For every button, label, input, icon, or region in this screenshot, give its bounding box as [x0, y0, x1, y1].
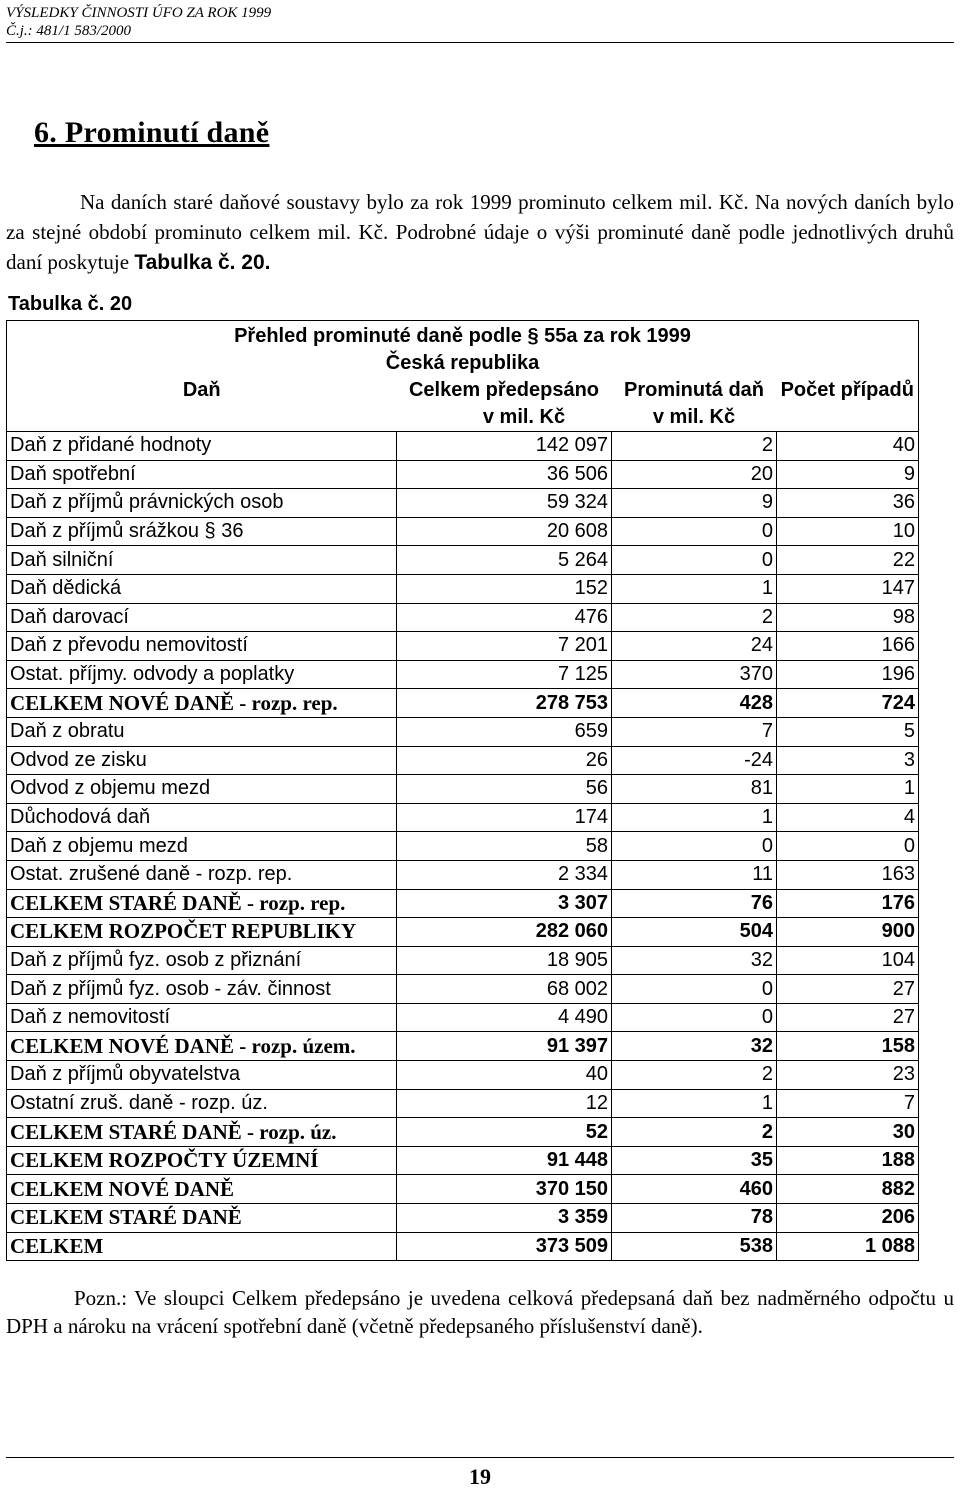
intro-text: Na daních staré daňové soustavy bylo za rok 1999 prominuto celkem mil. Kč. Na nových daních bylo za stejné období prominuto celkem mil. Kč. Podrobné údaje o výši prominuté daně podle jednotlivých druhů daní poskytuje	[6, 190, 954, 274]
cell-prescribed: 152	[397, 574, 612, 603]
table-title-cell	[7, 321, 919, 378]
cell-prescribed: 56	[397, 775, 612, 804]
cell-tax-name: Ostat. příjmy. odvody a poplatky	[7, 660, 397, 689]
cell-cases: 30	[777, 1118, 919, 1147]
column-header-cases: Počet případů	[777, 377, 919, 432]
cell-cases: 5	[777, 717, 919, 746]
table-title: Přehled prominuté daně podle § 55a za rok 1999	[234, 325, 691, 347]
table-row	[7, 1146, 919, 1175]
cell-waived: 32	[612, 946, 777, 975]
cell-waived: 2	[612, 1061, 777, 1090]
table-row	[7, 1232, 919, 1261]
cell-waived: 538	[612, 1232, 777, 1261]
cell-waived: 20	[612, 460, 777, 489]
table-row	[7, 432, 919, 461]
cell-prescribed: 7 201	[397, 632, 612, 661]
cell-waived: 81	[612, 775, 777, 804]
page-number: 19	[469, 1464, 491, 1489]
cell-waived: 32	[612, 1032, 777, 1061]
table-row	[7, 918, 919, 947]
cell-cases: 4	[777, 803, 919, 832]
cell-prescribed: 7 125	[397, 660, 612, 689]
table-row	[7, 803, 919, 832]
cell-waived: 1	[612, 803, 777, 832]
cell-waived: 2	[612, 1118, 777, 1147]
table-row	[7, 946, 919, 975]
footer-divider	[6, 1457, 954, 1458]
cell-prescribed: 278 753	[397, 689, 612, 718]
cell-prescribed: 18 905	[397, 946, 612, 975]
cell-tax-name: CELKEM	[7, 1232, 397, 1261]
cell-cases: 10	[777, 517, 919, 546]
cell-tax-name: Daň z příjmů právnických osob	[7, 489, 397, 518]
table-row	[7, 1061, 919, 1090]
cell-tax-name: Odvod z objemu mezd	[7, 775, 397, 804]
table-row	[7, 632, 919, 661]
cell-waived: 11	[612, 860, 777, 889]
cell-prescribed: 3 307	[397, 889, 612, 918]
cell-tax-name: CELKEM STARÉ DANĚ - rozp. úz.	[7, 1118, 397, 1147]
table-row	[7, 660, 919, 689]
cell-tax-name: CELKEM STARÉ DANĚ - rozp. rep.	[7, 889, 397, 918]
cell-cases: 0	[777, 832, 919, 861]
table-row	[7, 1032, 919, 1061]
cell-cases: 22	[777, 546, 919, 575]
cell-cases: 882	[777, 1175, 919, 1204]
waived-tax-table	[6, 320, 919, 1261]
cell-waived: 24	[612, 632, 777, 661]
column-header-waived	[612, 377, 777, 432]
cell-cases: 188	[777, 1146, 919, 1175]
cell-cases: 196	[777, 660, 919, 689]
cell-cases: 166	[777, 632, 919, 661]
cell-waived: 370	[612, 660, 777, 689]
cell-prescribed: 59 324	[397, 489, 612, 518]
cell-cases: 27	[777, 1003, 919, 1032]
cell-tax-name: Daň z příjmů fyz. osob - záv. činnost	[7, 975, 397, 1004]
cell-prescribed: 476	[397, 603, 612, 632]
table-title-row	[7, 321, 919, 378]
cell-waived: 460	[612, 1175, 777, 1204]
cell-waived: 0	[612, 546, 777, 575]
cell-prescribed: 3 359	[397, 1204, 612, 1233]
column-header-prescribed	[397, 377, 612, 432]
table-row	[7, 460, 919, 489]
document-header	[6, 4, 954, 43]
table-row	[7, 574, 919, 603]
column-header-tax: Daň	[7, 377, 397, 432]
table-row	[7, 1118, 919, 1147]
table-row	[7, 832, 919, 861]
cell-waived: 2	[612, 603, 777, 632]
cell-prescribed: 373 509	[397, 1232, 612, 1261]
cell-tax-name: Důchodová daň	[7, 803, 397, 832]
cell-cases: 23	[777, 1061, 919, 1090]
cell-prescribed: 12	[397, 1089, 612, 1118]
table-row	[7, 775, 919, 804]
table-header-row	[7, 377, 919, 432]
table-row	[7, 489, 919, 518]
table-body	[7, 321, 919, 1261]
cell-cases: 36	[777, 489, 919, 518]
table-row	[7, 717, 919, 746]
cell-cases: 9	[777, 460, 919, 489]
cell-waived: 428	[612, 689, 777, 718]
cell-tax-name: Daň z převodu nemovitostí	[7, 632, 397, 661]
table-row	[7, 603, 919, 632]
cell-waived: 0	[612, 517, 777, 546]
column-header-waived-label: Prominutá daň	[623, 379, 764, 401]
cell-prescribed: 174	[397, 803, 612, 832]
cell-prescribed: 40	[397, 1061, 612, 1090]
cell-waived: 1	[612, 1089, 777, 1118]
section-title: 6. Prominutí daně	[34, 116, 270, 149]
header-title: VÝSLEDKY ČINNOSTI ÚFO ZA ROK 1999	[6, 5, 272, 21]
cell-tax-name: Daň z příjmů obyvatelstva	[7, 1061, 397, 1090]
table-row	[7, 860, 919, 889]
column-header-prescribed-label: Celkem předepsáno	[408, 379, 600, 401]
cell-prescribed: 20 608	[397, 517, 612, 546]
cell-tax-name: Daň spotřební	[7, 460, 397, 489]
cell-tax-name: Daň dědická	[7, 574, 397, 603]
cell-tax-name: CELKEM NOVÉ DANĚ	[7, 1175, 397, 1204]
cell-waived: 0	[612, 832, 777, 861]
cell-cases: 27	[777, 975, 919, 1004]
cell-tax-name: Daň darovací	[7, 603, 397, 632]
cell-tax-name: Daň z příjmů fyz. osob z přiznání	[7, 946, 397, 975]
cell-tax-name: Odvod ze zisku	[7, 746, 397, 775]
cell-waived: 0	[612, 1003, 777, 1032]
cell-cases: 1	[777, 775, 919, 804]
header-reference: Č.j.: 481/1 583/2000	[6, 23, 132, 39]
cell-tax-name: Daň z objemu mezd	[7, 832, 397, 861]
cell-cases: 176	[777, 889, 919, 918]
cell-tax-name: Daň silniční	[7, 546, 397, 575]
cell-cases: 206	[777, 1204, 919, 1233]
cell-prescribed: 282 060	[397, 918, 612, 947]
footnote-text: Pozn.: Ve sloupci Celkem předepsáno je uvedena celková předepsaná daň bez nadměrného odpočtu u DPH a nároku na vrácení spotřební daně (včetně předepsaného příslušenství daně).	[6, 1286, 954, 1338]
cell-tax-name: CELKEM ROZPOČET REPUBLIKY	[7, 918, 397, 947]
cell-cases: 104	[777, 946, 919, 975]
cell-waived: 7	[612, 717, 777, 746]
cell-tax-name: CELKEM STARÉ DANĚ	[7, 1204, 397, 1233]
cell-waived: 1	[612, 574, 777, 603]
cell-prescribed: 91 448	[397, 1146, 612, 1175]
cell-tax-name: Ostatní zruš. daně - rozp. úz.	[7, 1089, 397, 1118]
cell-prescribed: 142 097	[397, 432, 612, 461]
cell-tax-name: Daň z příjmů srážkou § 36	[7, 517, 397, 546]
cell-cases: 98	[777, 603, 919, 632]
cell-prescribed: 91 397	[397, 1032, 612, 1061]
cell-cases: 163	[777, 860, 919, 889]
table-row	[7, 1175, 919, 1204]
cell-tax-name: CELKEM ROZPOČTY ÚZEMNÍ	[7, 1146, 397, 1175]
table-row	[7, 689, 919, 718]
cell-waived: 78	[612, 1204, 777, 1233]
cell-prescribed: 370 150	[397, 1175, 612, 1204]
table-row	[7, 1089, 919, 1118]
cell-tax-name: Ostat. zrušené daně - rozp. rep.	[7, 860, 397, 889]
cell-waived: 76	[612, 889, 777, 918]
table-row	[7, 746, 919, 775]
cell-waived: 0	[612, 975, 777, 1004]
cell-prescribed: 58	[397, 832, 612, 861]
intro-paragraph	[6, 187, 954, 278]
cell-prescribed: 659	[397, 717, 612, 746]
cell-cases: 724	[777, 689, 919, 718]
cell-waived: 504	[612, 918, 777, 947]
cell-prescribed: 26	[397, 746, 612, 775]
cell-cases: 40	[777, 432, 919, 461]
column-header-prescribed-unit: v mil. Kč	[482, 406, 566, 428]
table-row	[7, 975, 919, 1004]
cell-waived: 2	[612, 432, 777, 461]
cell-waived: 35	[612, 1146, 777, 1175]
column-header-waived-unit: v mil. Kč	[652, 406, 736, 428]
intro-table-reference: Tabulka č. 20.	[134, 251, 271, 274]
table-row	[7, 546, 919, 575]
cell-tax-name: CELKEM NOVÉ DANĚ - rozp. rep.	[7, 689, 397, 718]
cell-cases: 1 088	[777, 1232, 919, 1261]
footnote	[6, 1284, 954, 1340]
cell-prescribed: 4 490	[397, 1003, 612, 1032]
table-subtitle: Česká republika	[385, 352, 540, 374]
cell-cases: 3	[777, 746, 919, 775]
table-row	[7, 1204, 919, 1233]
cell-waived: 9	[612, 489, 777, 518]
table-label: Tabulka č. 20	[8, 293, 133, 315]
cell-cases: 900	[777, 918, 919, 947]
cell-prescribed: 68 002	[397, 975, 612, 1004]
cell-prescribed: 52	[397, 1118, 612, 1147]
cell-prescribed: 2 334	[397, 860, 612, 889]
cell-cases: 7	[777, 1089, 919, 1118]
table-row	[7, 889, 919, 918]
cell-prescribed: 5 264	[397, 546, 612, 575]
cell-tax-name: Daň z přidané hodnoty	[7, 432, 397, 461]
cell-tax-name: CELKEM NOVÉ DANĚ - rozp. územ.	[7, 1032, 397, 1061]
cell-tax-name: Daň z obratu	[7, 717, 397, 746]
cell-prescribed: 36 506	[397, 460, 612, 489]
table-row	[7, 517, 919, 546]
cell-tax-name: Daň z nemovitostí	[7, 1003, 397, 1032]
table-row	[7, 1003, 919, 1032]
cell-cases: 158	[777, 1032, 919, 1061]
cell-waived: -24	[612, 746, 777, 775]
cell-cases: 147	[777, 574, 919, 603]
